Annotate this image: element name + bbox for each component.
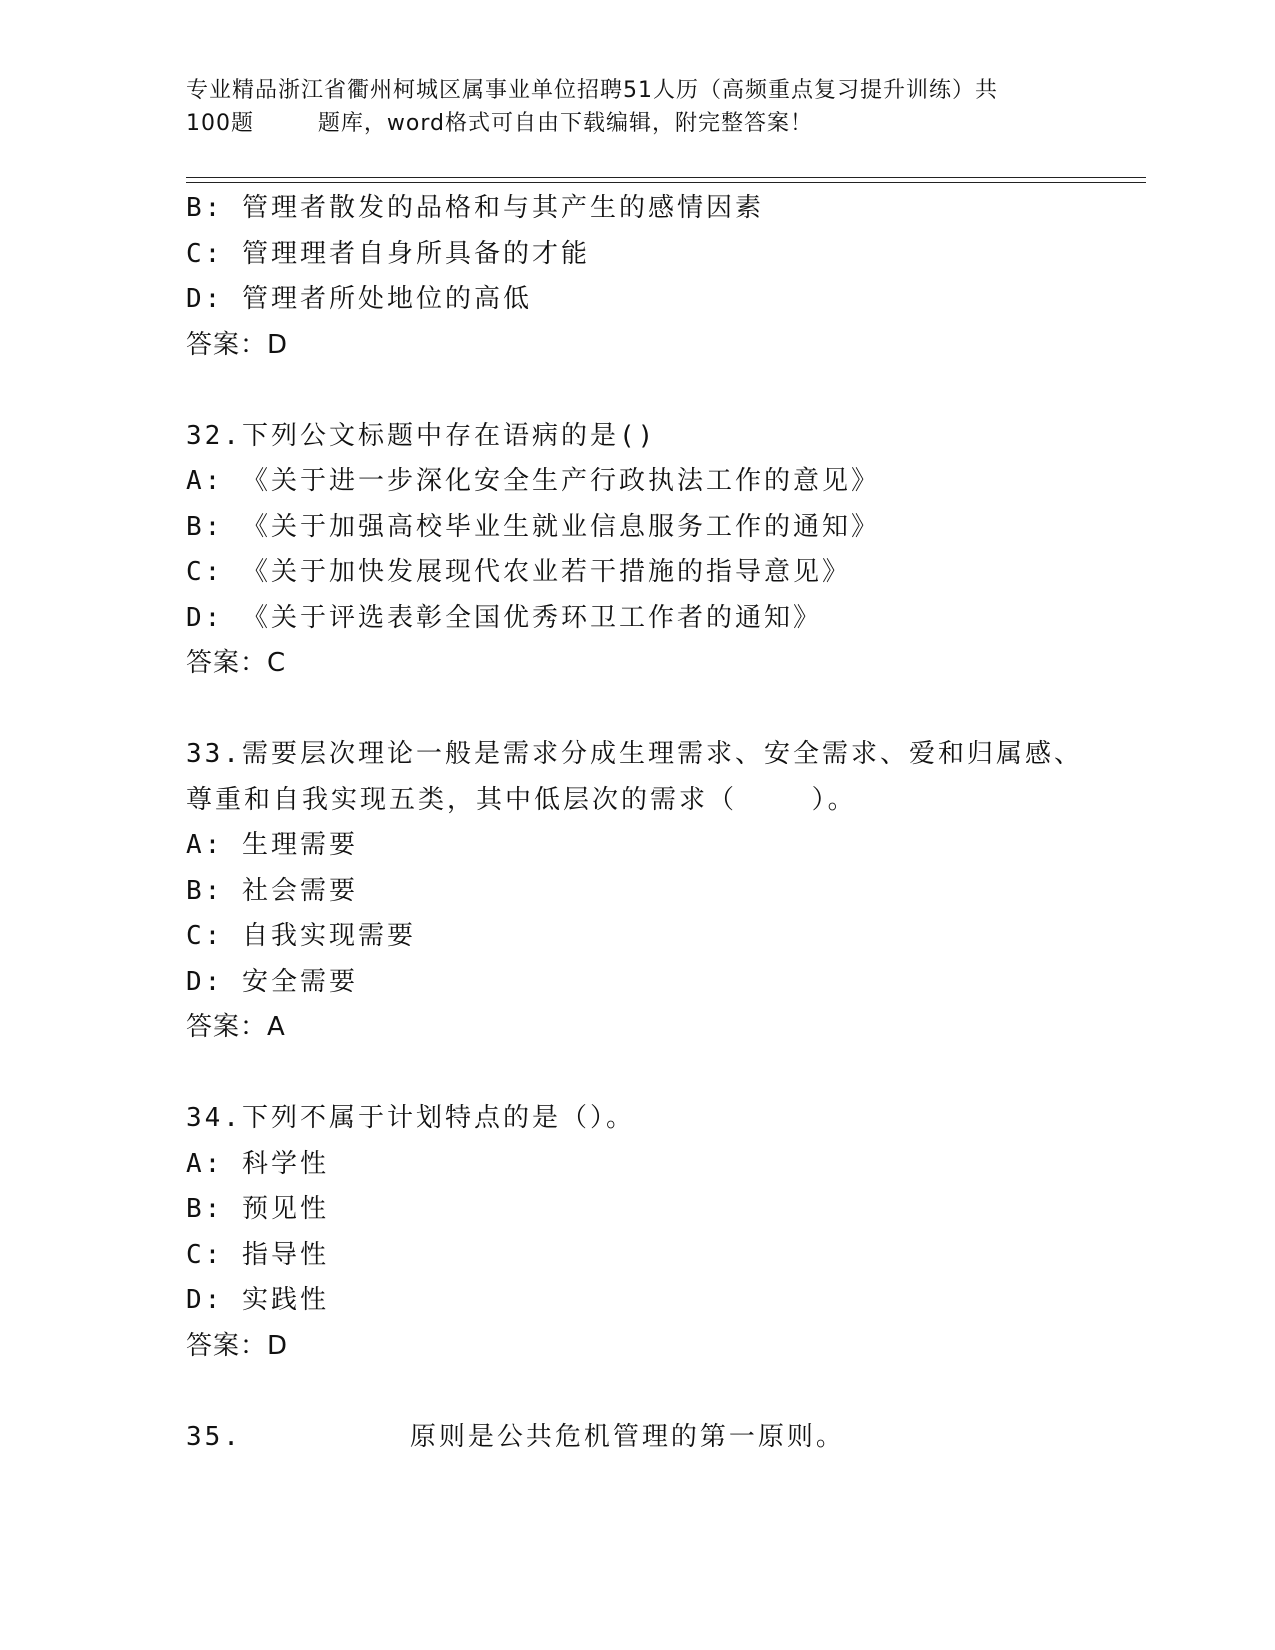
option-c: C: 管理理者自身所具备的才能 [186, 238, 590, 269]
option-d: D: 《关于评选表彰全国优秀环卫工作者的通知》 [186, 602, 822, 633]
option-b: B: 预见性 [186, 1194, 329, 1224]
spacer [186, 687, 1086, 733]
question-stem-line-2: 尊重和自我实现五类，其中低层次的需求（ ）。 [186, 784, 857, 815]
option-a: A: 《关于进一步深化安全生产行政执法工作的意见》 [186, 466, 880, 496]
option-d: D: 实践性 [186, 1285, 329, 1315]
spacer [186, 368, 1086, 414]
header-divider-top [186, 177, 1146, 178]
question-31-continued [186, 186, 1086, 368]
question-list [186, 186, 1086, 1460]
question-stem: 34.下列不属于计划特点的是（）。 [186, 1103, 635, 1133]
option-b: B: 社会需要 [186, 875, 358, 906]
question-32 [186, 414, 1086, 687]
header-title-line-2: 100题 题库，word格式可自由下载编辑，附完整答案！ [186, 111, 814, 136]
answer-line: 答案：C [186, 648, 287, 678]
answer-line: 答案：D [186, 1330, 289, 1361]
option-b: B: 管理者散发的品格和与其产生的感情因素 [186, 193, 764, 223]
spacer [186, 1051, 1086, 1097]
question-34 [186, 1096, 1086, 1369]
option-d: D: 管理者所处地位的高低 [186, 284, 532, 314]
question-stem: 35. 原则是公共危机管理的第一原则。 [186, 1421, 845, 1452]
header-divider-bottom [186, 182, 1146, 183]
option-c: C: 《关于加快发展现代农业若干措施的指导意见》 [186, 557, 851, 587]
spacer [186, 1369, 1086, 1415]
header-title-line-1: 专业精品浙江省衢州柯城区属事业单位招聘51人历（高频重点复习提升训练）共 [186, 78, 998, 103]
option-c: C: 自我实现需要 [186, 921, 416, 951]
answer-line: 答案：A [186, 1012, 286, 1042]
option-d: D: 安全需要 [186, 966, 358, 997]
option-a: A: 生理需要 [186, 830, 358, 860]
question-stem: 32.下列公文标题中存在语病的是() [186, 420, 657, 451]
option-c: C: 指导性 [186, 1239, 329, 1270]
answer-line: 答案：D [186, 329, 289, 360]
option-a: A: 科学性 [186, 1148, 329, 1179]
question-33 [186, 732, 1086, 1051]
option-b: B: 《关于加强高校毕业生就业信息服务工作的通知》 [186, 511, 880, 542]
question-35 [186, 1415, 1086, 1461]
question-stem-line-1: 33.需要层次理论一般是需求分成生理需求、安全需求、爱和归属感、 [186, 739, 1083, 769]
document-header [186, 74, 1066, 140]
